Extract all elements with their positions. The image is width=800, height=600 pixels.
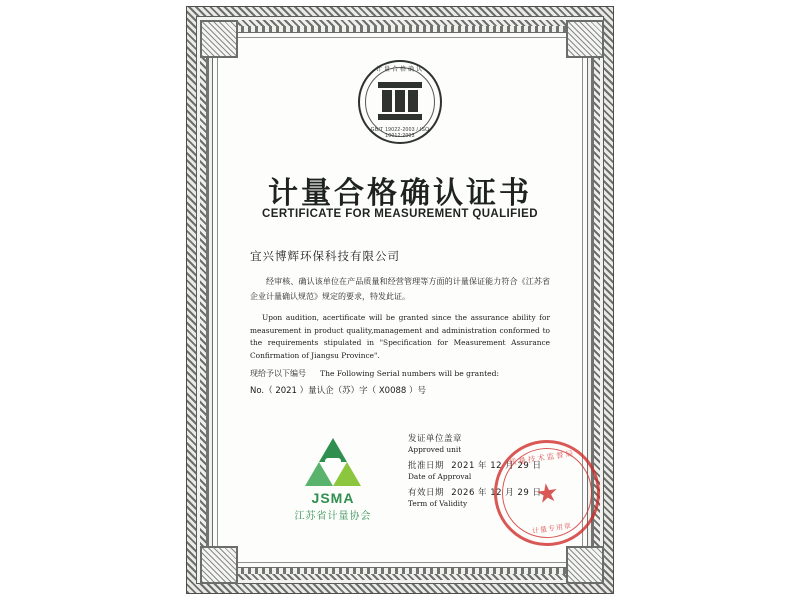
approval-date-label-en: Date of Approval [408, 472, 472, 481]
validity-value: 2026 年 12 月 29 日 [451, 488, 542, 498]
serial-label-cn: 现给予以下编号 [250, 369, 306, 378]
approval-date-value: 2021 年 12 月 29 日 [451, 461, 542, 471]
certificate-title-en: CERTIFICATE FOR MEASUREMENT QUALIFIED [262, 208, 538, 220]
validity-label-en: Term of Validity [408, 499, 468, 508]
serial-number: No.（ 2021 ）量认企（苏）字（ X0088 ）号 [250, 386, 427, 396]
approval-date-label-cn: 批准日期 [408, 461, 445, 471]
jsma-logo [268, 438, 398, 522]
measurement-emblem-icon [358, 60, 442, 144]
serial-label-row [250, 368, 560, 379]
recycle-triangle-icon [305, 438, 361, 488]
certificate-title-cn: 计量合格确认证书 [268, 176, 532, 211]
serial-label-en: The Following Serial numbers will be granted: [320, 369, 500, 378]
jsma-name-cn: 江苏省计量协会 [294, 511, 372, 522]
body-paragraph-cn: 经审核、确认该单位在产品质量和经营管理等方面的计量保证能力符合《江苏省企业计量确认规范》规定的要求，特发此证。 [250, 277, 550, 301]
emblem-top-text: 计量合格确认 [375, 67, 424, 73]
stamp-bottom-text: 计量专用章 [531, 521, 573, 536]
validity-label-cn: 有效日期 [408, 488, 445, 498]
body-paragraph-en: Upon audition, acertificate will be granted since the assurance ability for measurement in product quality,management and administration conformed to the requirements stipulated in "Specification for Measurement Assurance Confirmation of Jiangsu Province". [250, 313, 550, 360]
emblem-core-glyph [378, 82, 422, 120]
approved-unit-label-cn: 发证单位盖章 [408, 434, 463, 444]
star-icon: ★ [533, 476, 561, 510]
company-name: 宜兴博辉环保科技有限公司 [250, 249, 400, 263]
emblem-bottom-text: GB/T 19022-2003 / ISO 10012:2003 [370, 127, 430, 139]
stamp-top-text: 质量技术监督局 [508, 448, 576, 467]
jsma-acronym: JSMA [311, 490, 355, 506]
certificate-content [222, 42, 578, 558]
approved-unit-label-en: Approved unit [408, 445, 462, 454]
